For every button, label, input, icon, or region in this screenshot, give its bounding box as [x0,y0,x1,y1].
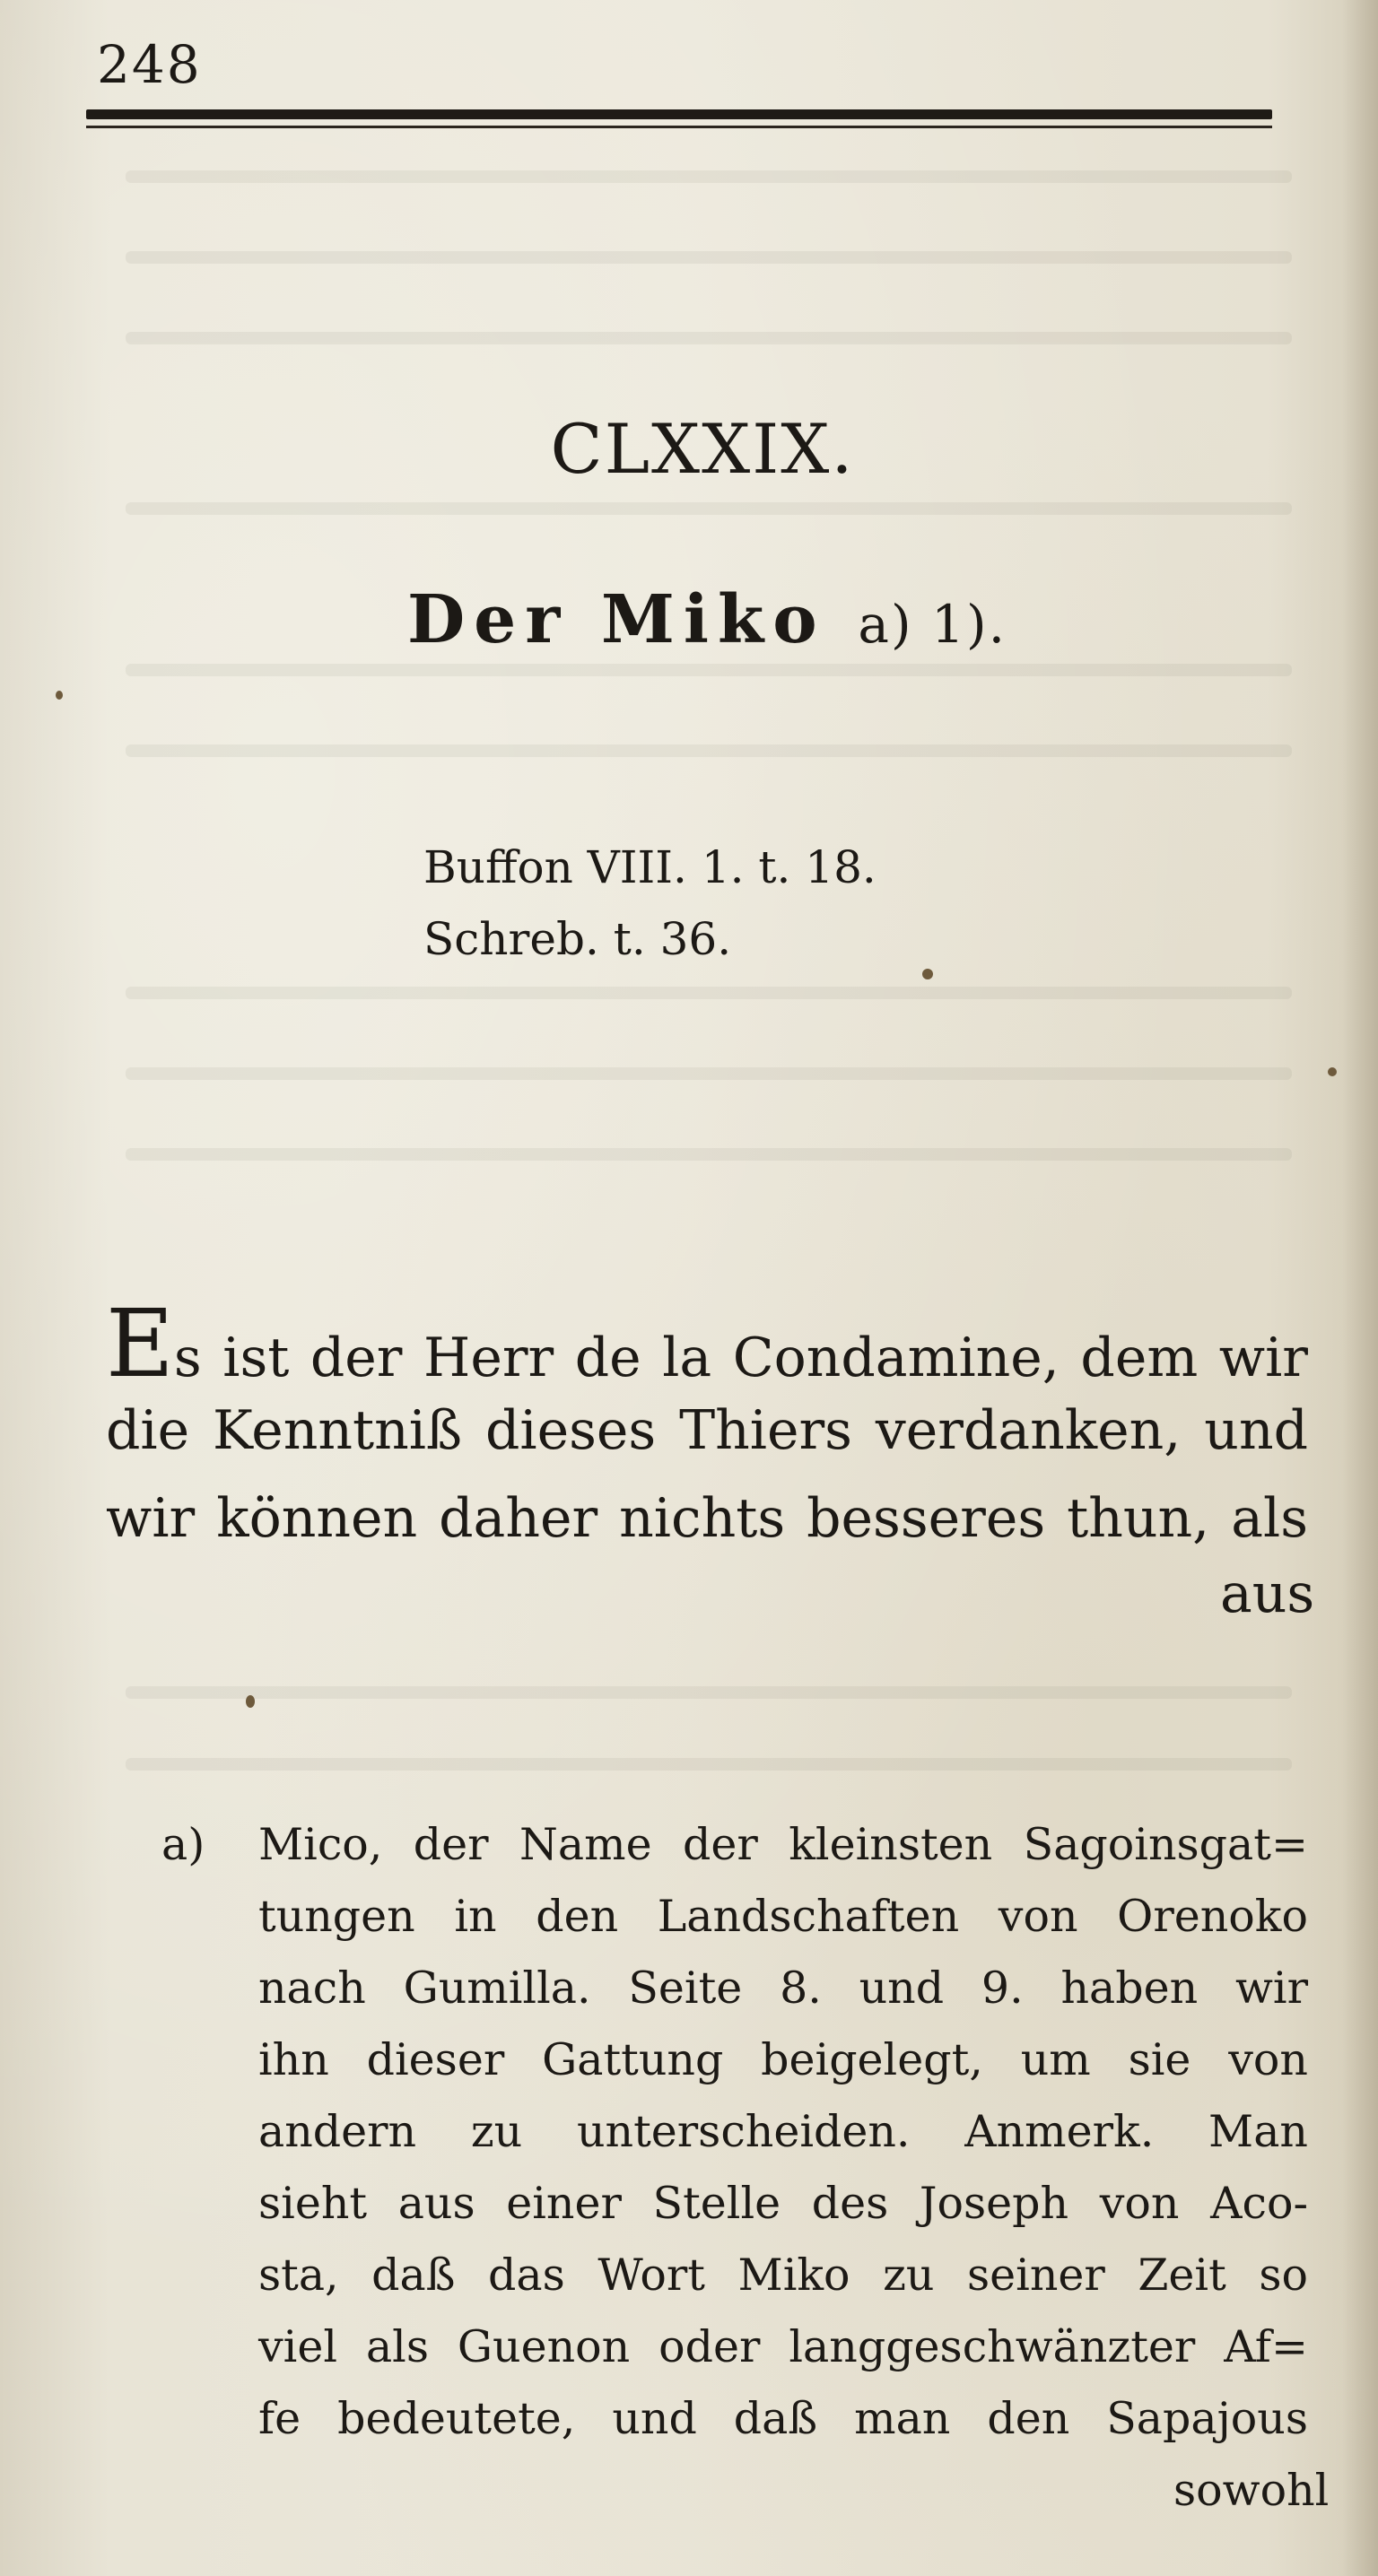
page-edge-shadow [1342,0,1378,2576]
body-line: die Kenntniß dieses Thiers verdanken, und [106,1399,1308,1462]
paper-speck [246,1695,255,1708]
footnote-line: sta, daß das Wort Miko zu seiner Zeit so [258,2250,1308,2301]
body-line: wir können daher nichts besseres thun, als [106,1487,1308,1550]
footnote-line: andern zu unterscheiden. Anmerk. Man [258,2106,1308,2157]
page-number: 248 [97,34,202,95]
chapter-title [0,581,1378,658]
footnote-line: Mico, der Name der kleinsten Sagoinsgat= [258,1819,1308,1870]
footnote-line: fe bedeutete, und daß man den Sapajous [258,2393,1308,2444]
reference-schreber: Schreb. t. 36. [423,913,732,965]
footnote-line: viel als Guenon oder langgeschwänzter Af= [258,2321,1308,2372]
header-rule-thick [86,109,1272,119]
footnote-line: nach Gumilla. Seite 8. und 9. haben wir [258,1962,1308,2014]
footnote-catchword: sowohl [1173,2465,1330,2516]
body-line: Es ist der Herr de la Condamine, dem wir [106,1289,1308,1398]
reference-buffon: Buffon VIII. 1. t. 18. [423,841,877,893]
chapter-title-text: Der Miko [406,581,826,658]
footnote-line: tungen in den Landschaften von Orenoko [258,1891,1308,1942]
header-rule-thin [86,126,1272,128]
footnote-line: ihn dieser Gattung beigelegt, um sie von [258,2034,1308,2085]
paper-speck [1328,1067,1337,1076]
chapter-number: CLXXIX. [550,409,855,489]
paper-speck [56,691,63,700]
footnote-marker: a) [161,1819,205,1870]
paper-speck [922,969,933,979]
catchword: aus [1220,1562,1315,1625]
chapter-title-notes: a) 1). [858,594,1007,655]
footnote-line: sieht aus einer Stelle des Joseph von Aco- [258,2178,1308,2229]
